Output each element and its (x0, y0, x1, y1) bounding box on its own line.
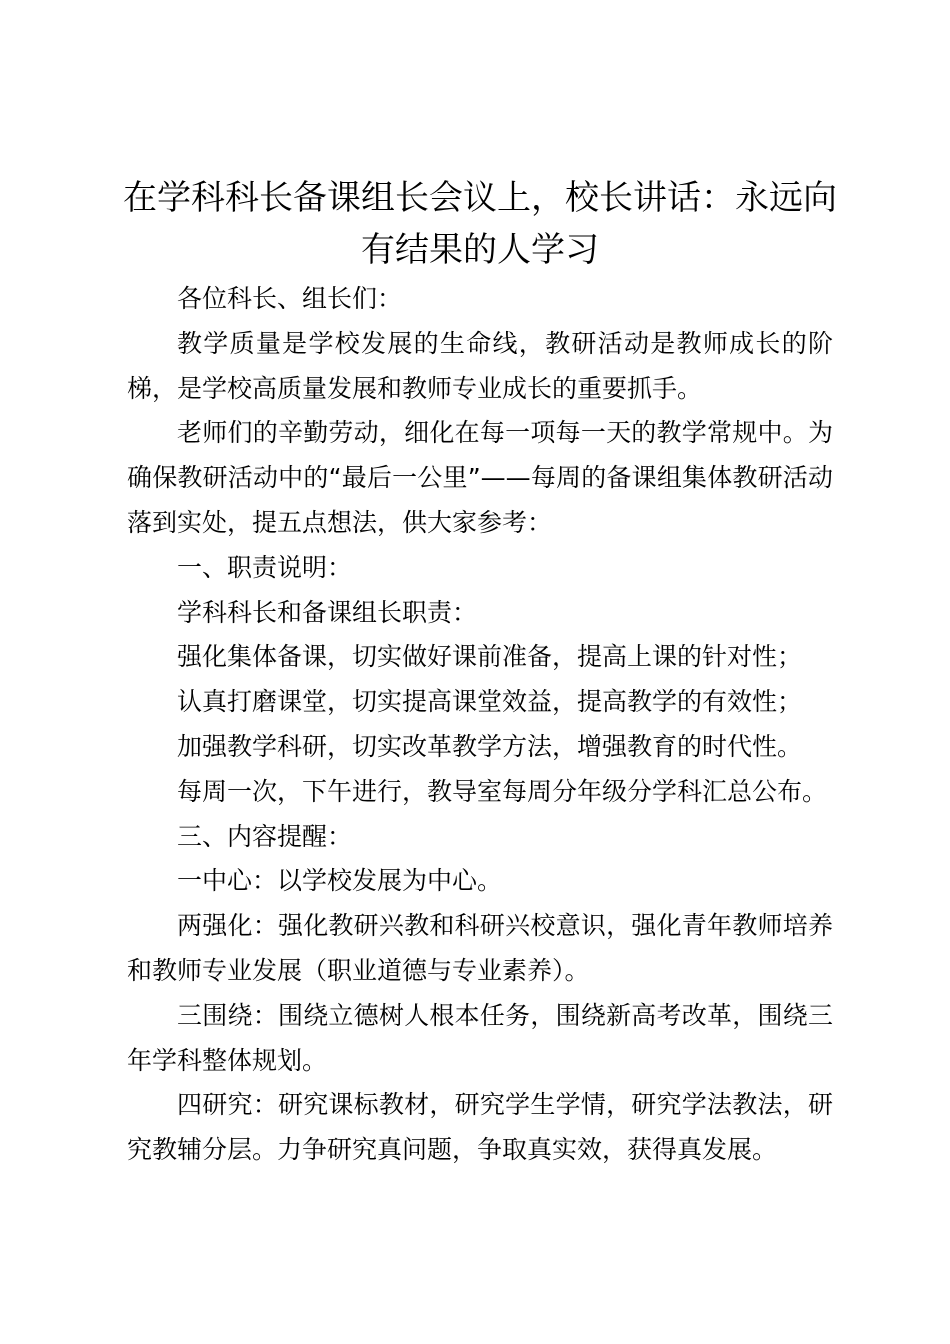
paragraph-duty-2: 认真打磨课堂，切实提高课堂效益，提高教学的有效性； (177, 687, 803, 717)
paragraph-intro: 教学质量是学校发展的生命线，教研活动是教师成长的阶梯，是学校高质量发展和教师专业成长的重要抓手。 (127, 328, 833, 403)
paragraph-schedule: 每周一次，下午进行，教导室每周分年级分学科汇总公布。 (177, 776, 828, 806)
paragraph-one-center: 一中心：以学校发展为中心。 (177, 866, 503, 896)
paragraph-duty-3: 加强教学科研，切实改革教学方法，增强教育的时代性。 (177, 731, 803, 761)
paragraph-duty-1: 强化集体备课，切实做好课前准备，提高上课的针对性； (177, 642, 803, 672)
document-body (127, 277, 833, 1173)
paragraph-three-around: 三围绕：围绕立德树人根本任务，围绕新高考改革，围绕三年学科整体规划。 (127, 1000, 833, 1075)
paragraph-two-strengthen: 两强化：强化教研兴教和科研兴校意识，强化青年教师培养和教师专业发展（职业道德与专业素养）。 (127, 911, 833, 985)
document-title: 在学科科长备课组长会议上，校长讲话：永远向有结果的人学习 (123, 178, 837, 270)
section-heading-content: 三、内容提醒： (177, 821, 353, 851)
paragraph-greeting: 各位科长、组长们： (177, 284, 403, 313)
paragraph-purpose: 老师们的辛勤劳动，细化在每一项每一天的教学常规中。为确保教研活动中的“最后一公里”——每周的备课组集体教研活动落到实处，提五点想法，供大家参考： (127, 418, 833, 537)
section-heading-duties: 一、职责说明： (177, 552, 353, 582)
paragraph-duties-heading: 学科科长和备课组长职责： (177, 597, 478, 627)
paragraph-four-research: 四研究：研究课标教材，研究学生学情，研究学法教法，研究教辅分层。力争研究真问题，争取真实效，获得真发展。 (127, 1090, 833, 1165)
